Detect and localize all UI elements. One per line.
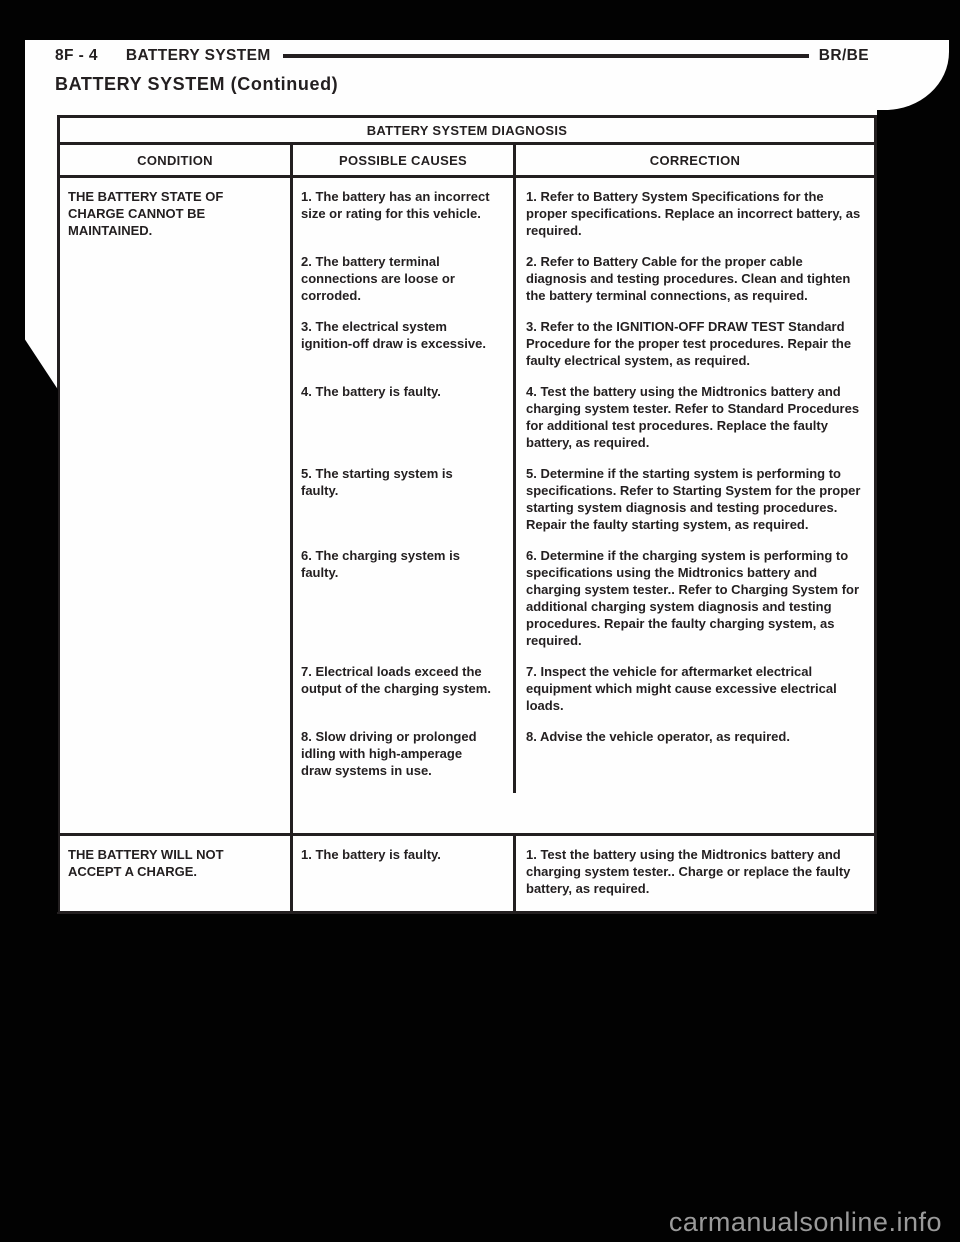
condition-cell: THE BATTERY STATE OF CHARGE CANNOT BE MAINTAINED. <box>68 189 224 238</box>
cause-correction-pair <box>293 728 874 793</box>
cause-cell: 1. The battery has an incorrect size or rating for this vehicle. <box>301 189 490 221</box>
page-header <box>55 46 869 66</box>
page-code: 8F - 4 <box>55 47 98 64</box>
page-corner <box>877 40 949 110</box>
cause-correction-pair <box>293 253 874 318</box>
table-title: BATTERY SYSTEM DIAGNOSIS <box>60 118 874 145</box>
model-code: BR/BE <box>818 47 869 64</box>
watermark: carmanualsonline.info <box>668 1207 942 1237</box>
correction-cell: 1. Refer to Battery System Specifications for the proper specifications. Replace an incorrect battery, as required. <box>513 178 874 253</box>
cause-correction-pair <box>293 383 874 465</box>
column-header-possible-causes: POSSIBLE CAUSES <box>290 145 513 175</box>
correction-cell: 1. Test the battery using the Midtronics battery and charging system tester.. Charge or replace the faulty battery, as required. <box>513 836 874 911</box>
column-header-condition: CONDITION <box>137 153 213 168</box>
cause-cell: 3. The electrical system ignition-off draw is excessive. <box>301 319 486 351</box>
cause-cell: 1. The battery is faulty. <box>301 847 441 862</box>
correction-cell: 2. Refer to Battery Cable for the proper cable diagnosis and testing procedures. Clean and tighten the battery terminal connections, as required. <box>513 253 874 318</box>
table-header-row <box>60 145 874 178</box>
correction-cell: 7. Inspect the vehicle for aftermarket electrical equipment which might cause excessive electrical loads. <box>513 663 874 728</box>
correction-cell: 8. Advise the vehicle operator, as required. <box>513 728 874 793</box>
header-rule <box>283 54 809 58</box>
cause-cell: 2. The battery terminal connections are loose or corroded. <box>301 254 455 303</box>
correction-cell: 3. Refer to the IGNITION-OFF DRAW TEST Standard Procedure for the proper test procedures. Repair the faulty electrical system, as required. <box>513 318 874 383</box>
continued-heading: BATTERY SYSTEM (Continued) <box>55 74 339 94</box>
cause-cell: 8. Slow driving or prolonged idling with high-amperage draw systems in use. <box>301 729 477 778</box>
cause-correction-list <box>290 178 874 833</box>
cause-correction-pair <box>293 318 874 383</box>
correction-cell: 5. Determine if the starting system is performing to specifications. Refer to Starting System for the proper starting system diagnosis and testing procedures. Repair the faulty starting system, as required. <box>513 465 874 547</box>
correction-cell: 6. Determine if the charging system is performing to specifications using the Midtronics battery and charging system tester.. Refer to Charging System for additional charging system diagnosis and testing procedures. Repair the faulty charging system, as required. <box>513 547 874 663</box>
cause-correction-pair <box>293 547 874 663</box>
manual-page <box>25 40 877 912</box>
cause-correction-pair <box>293 836 874 911</box>
section-title: BATTERY SYSTEM <box>125 47 271 64</box>
condition-cell: THE BATTERY WILL NOT ACCEPT A CHARGE. <box>68 847 224 879</box>
cause-correction-pair <box>293 663 874 728</box>
correction-cell: 4. Test the battery using the Midtronics battery and charging system tester. Refer to Standard Procedures for additional test procedures. Replace the faulty battery, as required. <box>513 383 874 465</box>
scan-shadow <box>24 338 58 912</box>
cause-cell: 7. Electrical loads exceed the output of the charging system. <box>301 664 491 696</box>
column-header-correction: CORRECTION <box>513 145 874 175</box>
cause-correction-list <box>290 836 874 911</box>
cause-cell: 4. The battery is faulty. <box>301 384 441 399</box>
diagnosis-table <box>57 115 877 914</box>
cause-correction-pair <box>293 178 874 253</box>
table-row <box>60 833 874 911</box>
table-row <box>60 178 874 833</box>
cause-cell: 6. The charging system is faulty. <box>301 548 460 580</box>
cause-correction-pair <box>293 465 874 547</box>
cause-cell: 5. The starting system is faulty. <box>301 466 453 498</box>
